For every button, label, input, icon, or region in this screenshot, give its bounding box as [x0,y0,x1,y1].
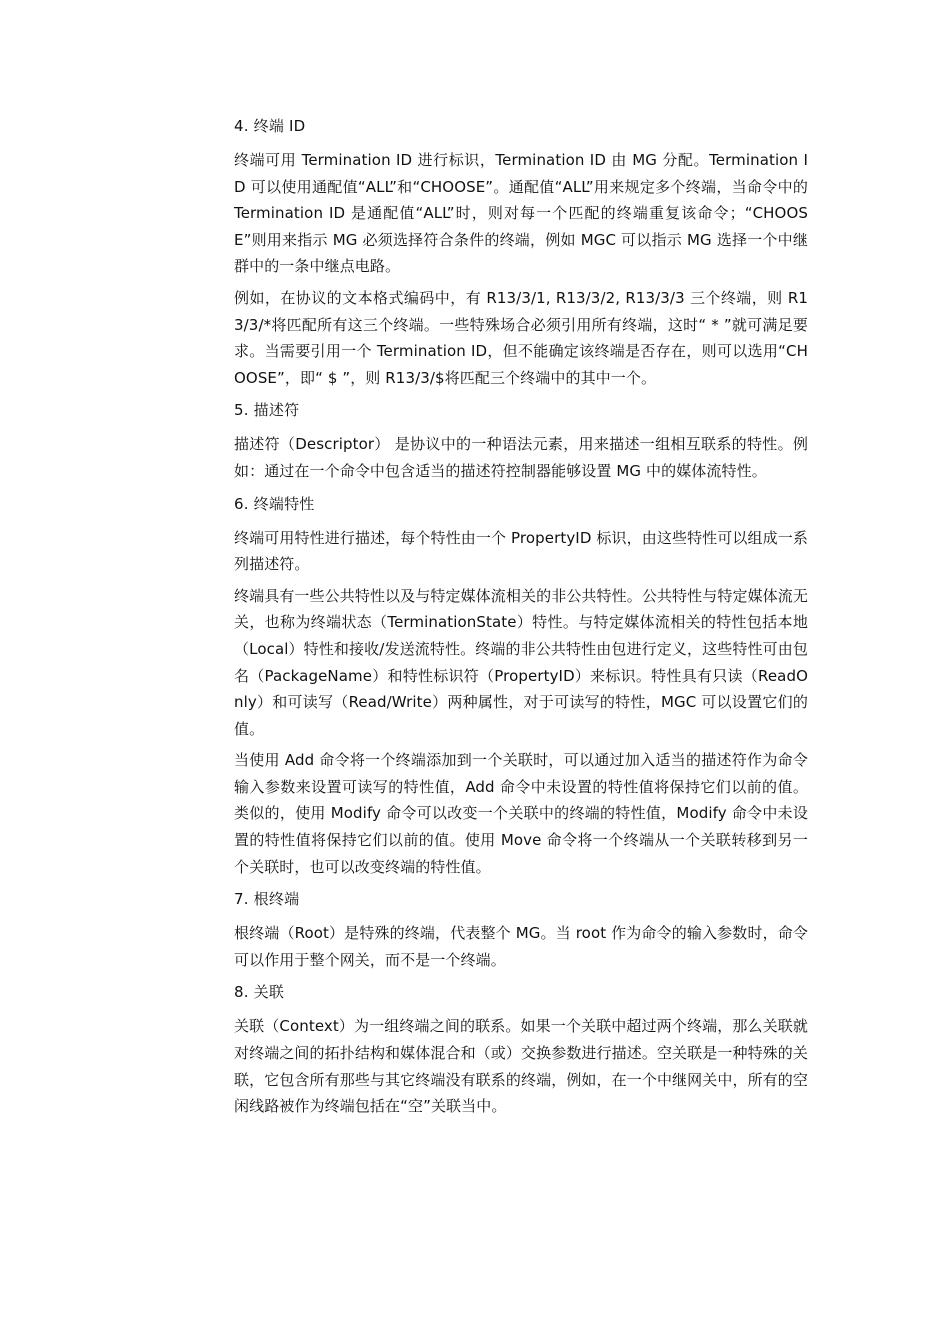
section-heading: 6. 终端特性 [234,494,315,513]
paragraph: 终端可用特性进行描述，每个特性由一个 PropertyID 标识，由这些特性可以组成一系列描述符。 [234,528,808,574]
document-page [234,114,808,1127]
section-termination-properties [234,492,808,881]
paragraph: 描述符（Descriptor） 是协议中的一种语法元素，用来描述一组相互联系的特性。例如：通过在一个命令中包含适当的描述符控制器能够设置 MG 中的媒体流特性。 [234,435,808,480]
section-heading: 8. 关联 [234,983,285,1002]
paragraph: 当使用 Add 命令将一个终端添加到一个关联时，可以通过加入适当的描述符作为命令输入参数来设置可读写的特性值，Add 命令中未设置的特性值将保持它们以前的值。类似的，使用 Modify 命令可以改变一个关联中的终端的特性值，Modify 命令中未设置的特性值将保持它们以前的值。使用 Move 命令将一个终端从一个关联转移到另一个关联时，也可以改变终端的特性值。 [234,751,808,876]
paragraph: 例如，在协议的文本格式编码中，有 R13/3/1, R13/3/2, R13/3/3 三个终端，则 R13/3/*将匹配所有这三个终端。一些特殊场合必须引用所有终端，这时“ * ”就可满足要求。当需要引用一个 Termination ID，但不能确定该终端是否存在，则可以选用“CHOOSE”，即“ $ ”，则 R13/3/$将匹配三个终端中的其中一个。 [234,288,808,387]
section-termination-id [234,114,808,391]
section-heading: 5. 描述符 [234,401,300,420]
paragraph: 根终端（Root）是特殊的终端，代表整个 MG。当 root 作为命令的输入参数时，命令可以作用于整个网关，而不是一个终端。 [234,924,808,969]
section-context [234,980,808,1119]
section-root-termination [234,887,808,973]
section-descriptor [234,398,808,484]
paragraph: 关联（Context）为一组终端之间的联系。如果一个关联中超过两个终端，那么关联就对终端之间的拓扑结构和媒体混合和（或）交换参数进行描述。空关联是一种特殊的关联，它包含所有那些与其它终端没有联系的终端，例如，在一个中继网关中，所有的空闲线路被作为终端包括在“空”关联当中。 [234,1017,808,1116]
paragraph: 终端具有一些公共特性以及与特定媒体流相关的非公共特性。公共特性与特定媒体流无关，也称为终端状态（TerminationState）特性。与特定媒体流相关的特性包括本地（Local）特性和接收/发送流特性。终端的非公共特性由包进行定义，这些特性可由包名（PackageName）和特性标识符（PropertyID）来标识。特性具有只读（ReadOnly）和可读写（Read/Write）两种属性，对于可读写的特性，MGC 可以设置它们的值。 [234,586,808,738]
paragraph: 终端可用 Termination ID 进行标识，Termination ID 由 MG 分配。Termination ID 可以使用通配值“ALL”和“CHOOSE”。通配值“ALL”用来规定多个终端，当命令中的 Termination ID 是通配值“ALL”时，则对每一个匹配的终端重复该命令；“CHOOSE”则用来指示 MG 必须选择符合条件的终端，例如 MGC 可以指示 MG 选择一个中继群中的一条中继点电路。 [234,151,808,276]
section-heading: 4. 终端 ID [234,117,306,135]
section-heading: 7. 根终端 [234,890,300,909]
